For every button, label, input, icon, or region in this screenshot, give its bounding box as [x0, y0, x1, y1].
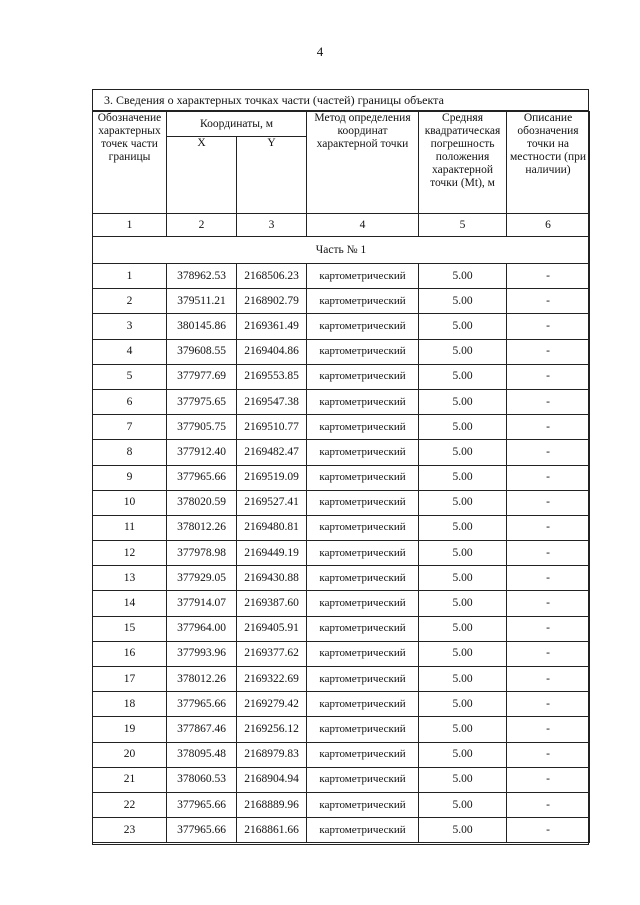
cell-description: - [507, 717, 590, 742]
cell-coord-x: 377964.00 [167, 616, 237, 641]
cell-point-id: 1 [93, 264, 167, 289]
cell-coord-y: 2168506.23 [237, 264, 307, 289]
cell-coord-x: 378012.26 [167, 515, 237, 540]
cell-coord-y: 2169377.62 [237, 641, 307, 666]
cell-description: - [507, 465, 590, 490]
cell-accuracy: 5.00 [419, 818, 507, 843]
part-label: Часть № 1 [93, 237, 590, 264]
table-row [93, 339, 590, 364]
header-y: Y [237, 137, 307, 214]
header-x: X [167, 137, 237, 214]
cell-accuracy: 5.00 [419, 490, 507, 515]
cell-coord-y: 2169553.85 [237, 364, 307, 389]
cell-description: - [507, 767, 590, 792]
cell-method: картометрический [307, 692, 419, 717]
cell-coord-x: 378012.26 [167, 667, 237, 692]
cell-accuracy: 5.00 [419, 264, 507, 289]
cell-description: - [507, 415, 590, 440]
table-row [93, 465, 590, 490]
cell-accuracy: 5.00 [419, 767, 507, 792]
cell-coord-y: 2169449.19 [237, 541, 307, 566]
cell-point-id: 8 [93, 440, 167, 465]
cell-point-id: 11 [93, 515, 167, 540]
cell-coord-x: 377978.98 [167, 541, 237, 566]
cell-coord-x: 377929.05 [167, 566, 237, 591]
cell-accuracy: 5.00 [419, 515, 507, 540]
cell-coord-x: 377965.66 [167, 792, 237, 817]
cell-coord-x: 377914.07 [167, 591, 237, 616]
cell-method: картометрический [307, 818, 419, 843]
cell-description: - [507, 339, 590, 364]
cell-accuracy: 5.00 [419, 415, 507, 440]
cell-accuracy: 5.00 [419, 641, 507, 666]
cell-method: картометрический [307, 465, 419, 490]
cell-method: картометрический [307, 415, 419, 440]
cell-coord-x: 377905.75 [167, 415, 237, 440]
cell-accuracy: 5.00 [419, 792, 507, 817]
cell-description: - [507, 667, 590, 692]
cell-point-id: 4 [93, 339, 167, 364]
cell-description: - [507, 792, 590, 817]
table-row [93, 692, 590, 717]
cell-coord-y: 2169256.12 [237, 717, 307, 742]
cell-point-id: 17 [93, 667, 167, 692]
cell-coord-x: 377965.66 [167, 692, 237, 717]
cell-point-id: 18 [93, 692, 167, 717]
table-row [93, 515, 590, 540]
cell-method: картометрический [307, 717, 419, 742]
cell-accuracy: 5.00 [419, 440, 507, 465]
cell-description: - [507, 490, 590, 515]
table-row [93, 641, 590, 666]
cell-coord-y: 2169547.38 [237, 389, 307, 414]
cell-method: картометрический [307, 440, 419, 465]
cell-point-id: 16 [93, 641, 167, 666]
cell-description: - [507, 566, 590, 591]
cell-coord-x: 377993.96 [167, 641, 237, 666]
cell-coord-x: 377965.66 [167, 818, 237, 843]
cell-description: - [507, 264, 590, 289]
cell-method: картометрический [307, 616, 419, 641]
cell-description: - [507, 742, 590, 767]
header-error: Средняя квадратическая погрешность положения характерной точки (Mt), м [419, 112, 507, 214]
table-row [93, 818, 590, 843]
table-row [93, 364, 590, 389]
cell-accuracy: 5.00 [419, 692, 507, 717]
section-title: 3. Сведения о характерных точках части (частей) границы объекта [92, 89, 589, 111]
cell-method: картометрический [307, 515, 419, 540]
column-number: 6 [507, 214, 590, 237]
table-row [93, 264, 590, 289]
cell-accuracy: 5.00 [419, 364, 507, 389]
cell-method: картометрический [307, 591, 419, 616]
cell-method: картометрический [307, 667, 419, 692]
cell-method: картометрический [307, 566, 419, 591]
points-table [92, 111, 590, 843]
cell-accuracy: 5.00 [419, 667, 507, 692]
table-row [93, 389, 590, 414]
cell-point-id: 2 [93, 289, 167, 314]
cell-accuracy: 5.00 [419, 742, 507, 767]
column-number-row [93, 214, 590, 237]
cell-accuracy: 5.00 [419, 389, 507, 414]
cell-method: картометрический [307, 314, 419, 339]
cell-description: - [507, 591, 590, 616]
part-row [93, 237, 590, 264]
header-description: Описание обозначения точки на местности (при наличии) [507, 112, 590, 214]
cell-method: картометрический [307, 389, 419, 414]
cell-method: картометрический [307, 792, 419, 817]
cell-point-id: 14 [93, 591, 167, 616]
cell-coord-y: 2169361.49 [237, 314, 307, 339]
cell-point-id: 23 [93, 818, 167, 843]
cell-accuracy: 5.00 [419, 566, 507, 591]
cell-coord-x: 377977.69 [167, 364, 237, 389]
cell-description: - [507, 616, 590, 641]
cell-method: картометрический [307, 541, 419, 566]
cell-coord-y: 2169480.81 [237, 515, 307, 540]
table-row [93, 591, 590, 616]
cell-method: картометрический [307, 641, 419, 666]
cell-coord-y: 2169387.60 [237, 591, 307, 616]
cell-coord-y: 2169405.91 [237, 616, 307, 641]
cell-coord-y: 2168861.66 [237, 818, 307, 843]
column-number: 2 [167, 214, 237, 237]
table-row [93, 541, 590, 566]
cell-coord-x: 377867.46 [167, 717, 237, 742]
column-number: 1 [93, 214, 167, 237]
table-row [93, 717, 590, 742]
cell-coord-y: 2169279.42 [237, 692, 307, 717]
cell-accuracy: 5.00 [419, 465, 507, 490]
cell-coord-x: 378060.53 [167, 767, 237, 792]
cell-description: - [507, 641, 590, 666]
cell-coord-x: 377975.65 [167, 389, 237, 414]
cell-method: картометрический [307, 264, 419, 289]
cell-coord-y: 2169482.47 [237, 440, 307, 465]
cell-coord-x: 378020.59 [167, 490, 237, 515]
table-row [93, 440, 590, 465]
cell-point-id: 21 [93, 767, 167, 792]
cell-coord-y: 2169430.88 [237, 566, 307, 591]
table-row [93, 314, 590, 339]
cell-point-id: 3 [93, 314, 167, 339]
cell-point-id: 9 [93, 465, 167, 490]
header-coordinates: Координаты, м [167, 112, 307, 137]
cell-accuracy: 5.00 [419, 339, 507, 364]
cell-point-id: 13 [93, 566, 167, 591]
cell-coord-y: 2168979.83 [237, 742, 307, 767]
header-point: Обозначение характерных точек части границы [93, 112, 167, 214]
cell-coord-y: 2169322.69 [237, 667, 307, 692]
cell-accuracy: 5.00 [419, 616, 507, 641]
cell-coord-x: 378962.53 [167, 264, 237, 289]
cell-coord-y: 2169519.09 [237, 465, 307, 490]
header-method: Метод определения координат характерной точки [307, 112, 419, 214]
cell-description: - [507, 389, 590, 414]
cell-coord-y: 2169404.86 [237, 339, 307, 364]
cell-method: картометрический [307, 364, 419, 389]
cell-coord-y: 2169527.41 [237, 490, 307, 515]
cell-coord-x: 378095.48 [167, 742, 237, 767]
table-row [93, 289, 590, 314]
cell-coord-x: 379511.21 [167, 289, 237, 314]
page-number: 4 [316, 44, 324, 59]
cell-point-id: 10 [93, 490, 167, 515]
table-row [93, 415, 590, 440]
cell-point-id: 12 [93, 541, 167, 566]
cell-point-id: 6 [93, 389, 167, 414]
cell-description: - [507, 289, 590, 314]
table-row [93, 667, 590, 692]
table-row [93, 616, 590, 641]
cell-coord-x: 379608.55 [167, 339, 237, 364]
cell-coord-y: 2168889.96 [237, 792, 307, 817]
cell-method: картометрический [307, 289, 419, 314]
cell-accuracy: 5.00 [419, 541, 507, 566]
cell-point-id: 15 [93, 616, 167, 641]
table-row [93, 490, 590, 515]
cell-description: - [507, 541, 590, 566]
table-row [93, 767, 590, 792]
column-number: 3 [237, 214, 307, 237]
cell-description: - [507, 818, 590, 843]
cell-accuracy: 5.00 [419, 717, 507, 742]
cell-point-id: 19 [93, 717, 167, 742]
table-row [93, 792, 590, 817]
cell-method: картометрический [307, 767, 419, 792]
cell-method: картометрический [307, 490, 419, 515]
cell-accuracy: 5.00 [419, 591, 507, 616]
cell-description: - [507, 364, 590, 389]
cell-description: - [507, 692, 590, 717]
cell-method: картометрический [307, 339, 419, 364]
cell-description: - [507, 515, 590, 540]
cell-accuracy: 5.00 [419, 289, 507, 314]
cell-point-id: 7 [93, 415, 167, 440]
cell-point-id: 22 [93, 792, 167, 817]
cell-coord-x: 377965.66 [167, 465, 237, 490]
cell-description: - [507, 314, 590, 339]
cell-coord-x: 377912.40 [167, 440, 237, 465]
cell-description: - [507, 440, 590, 465]
cell-coord-y: 2169510.77 [237, 415, 307, 440]
cell-point-id: 20 [93, 742, 167, 767]
column-number: 4 [307, 214, 419, 237]
table-row [93, 742, 590, 767]
column-number: 5 [419, 214, 507, 237]
cell-coord-x: 380145.86 [167, 314, 237, 339]
cell-point-id: 5 [93, 364, 167, 389]
table-row [93, 566, 590, 591]
cell-coord-y: 2168904.94 [237, 767, 307, 792]
cell-coord-y: 2168902.79 [237, 289, 307, 314]
cell-method: картометрический [307, 742, 419, 767]
cell-accuracy: 5.00 [419, 314, 507, 339]
